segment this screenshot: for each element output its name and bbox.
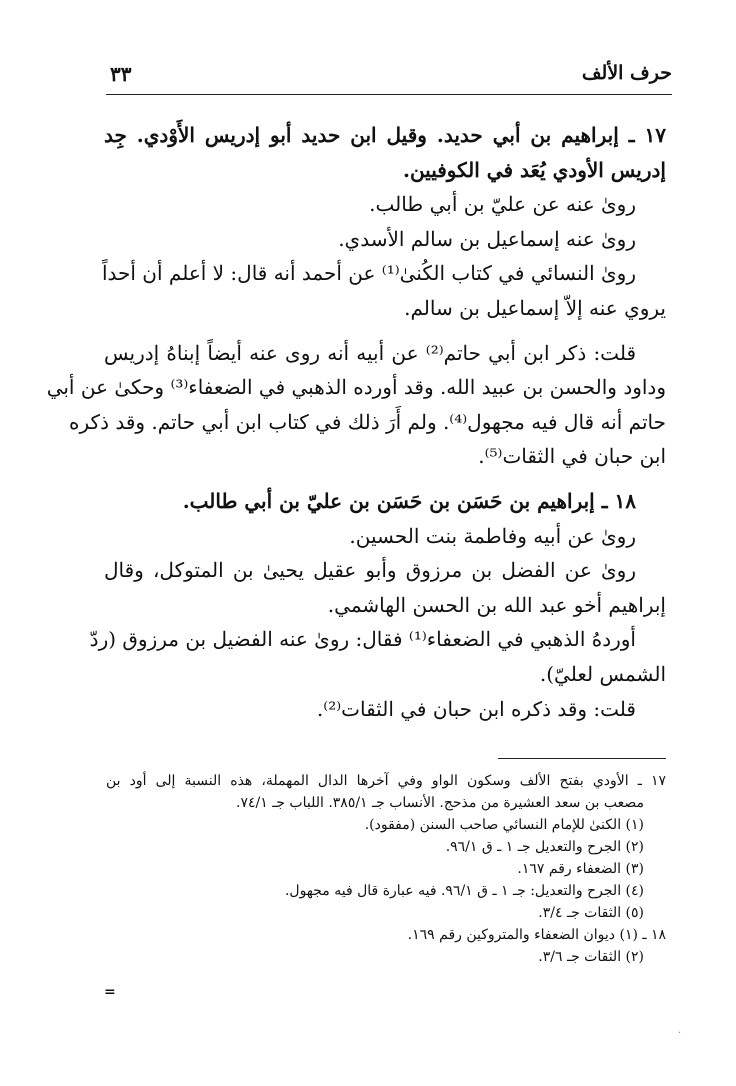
paragraph-gap (104, 326, 666, 336)
text-line: ابن حبان في الثقات⁽⁵⁾. (478, 444, 666, 469)
text-line: قلت: وقد ذكره ابن حبان في الثقات⁽²⁾. (316, 696, 636, 721)
footnote-line: ١٧ ـ الأودي بفتح الألف وسكون الواو وفي آخرها الدال المهملة، هذه النسبة إلى أود بن (106, 773, 666, 789)
footnote-line: (٣) الضعفاء رقم ١٦٧. (517, 861, 644, 877)
scan-speck: · (678, 1028, 682, 1039)
margin-mark: = (104, 984, 116, 1000)
footnote-line: (٢) الثقات جـ ٣/٦. (538, 949, 644, 965)
main-text (46, 118, 666, 726)
text-line: قلت: ذكر ابن أبي حاتم⁽²⁾ عن أبيه أنه روى عنه أيضاً إبناهُ إدريس (104, 340, 636, 365)
entry-heading-line: ١٨ ـ إبراهيم بن حَسَن بن حَسَن بن عليّ بن أبي طالب. (182, 488, 636, 513)
footnote-line: (٢) الجرح والتعديل جـ ١ ـ ق ٩٦/١. (445, 839, 644, 855)
footnote-line: (٤) الجرح والتعديل: جـ ١ ـ ق ٩٦/١. فيه عبارة قال فيه مجهول. (284, 883, 644, 899)
text-line: الشمس لعليّ). (539, 661, 666, 686)
footnotes (106, 770, 666, 968)
text-line: روىٰ النسائي في كتاب الكُنىٰ⁽¹⁾ عن أحمد أنه قال: لا أعلم أن أحداً (101, 261, 636, 286)
text-line: وداود والحسن بن عبيد الله. وقد أورده الذهبي في الضعفاء⁽³⁾ وحكىٰ عن أبي (46, 375, 666, 400)
text-line: حاتم أنه قال فيه مجهول⁽⁴⁾. ولم أَرَ ذلك في كتاب ابن أبي حاتم. وقد ذكره (69, 409, 666, 434)
text-line: روىٰ عن أبيه وفاطمة بنت الحسين. (349, 523, 636, 548)
footnote-divider (498, 758, 666, 759)
footnote-line: ١٨ ـ (١) ديوان الضعفاء والمتروكين رقم ١٦٩. (407, 927, 666, 943)
text-line: إبراهيم أخو عبد الله بن الحسن الهاشمي. (327, 592, 666, 617)
page-number: ٣٣ (110, 62, 132, 86)
text-line: يروي عنه إلاّ إسماعيل بن سالم. (404, 295, 666, 320)
text-line: روىٰ عنه إسماعيل بن سالم الأسدي. (338, 226, 636, 251)
paragraph-gap (104, 474, 666, 484)
entry-heading-line: إدريس الأودي يُعَد في الكوفيين. (402, 157, 666, 182)
footnote-line: (٥) الثقات جـ ٣/٤. (538, 905, 644, 921)
entry-heading-line: ١٧ ـ إبراهيم بن أبي حديد. وقيل ابن حديد أبو إدريس الأَوْدي. جِد (104, 123, 666, 147)
text-line: روىٰ عن الفضل بن مرزوق وأبو عقيل يحيىٰ بن المتوكل، وقال (104, 558, 636, 583)
text-line: روىٰ عنه عن عليّ بن أبي طالب. (369, 192, 636, 217)
running-header (106, 58, 672, 95)
footnote-line: مصعب بن سعد العشيرة من مذحج. الأنساب جـ ٣٨٥/١. اللباب جـ ٧٤/١. (236, 795, 644, 811)
chapter-title: حرف الألف (581, 62, 672, 84)
text-line: أوردهُ الذهبي في الضعفاء⁽¹⁾ فقال: روىٰ عنه الفضيل بن مرزوق (ردّ (89, 627, 636, 652)
footnote-line: (١) الكنىٰ للإمام النسائي صاحب السنن (مفقود). (364, 817, 644, 833)
